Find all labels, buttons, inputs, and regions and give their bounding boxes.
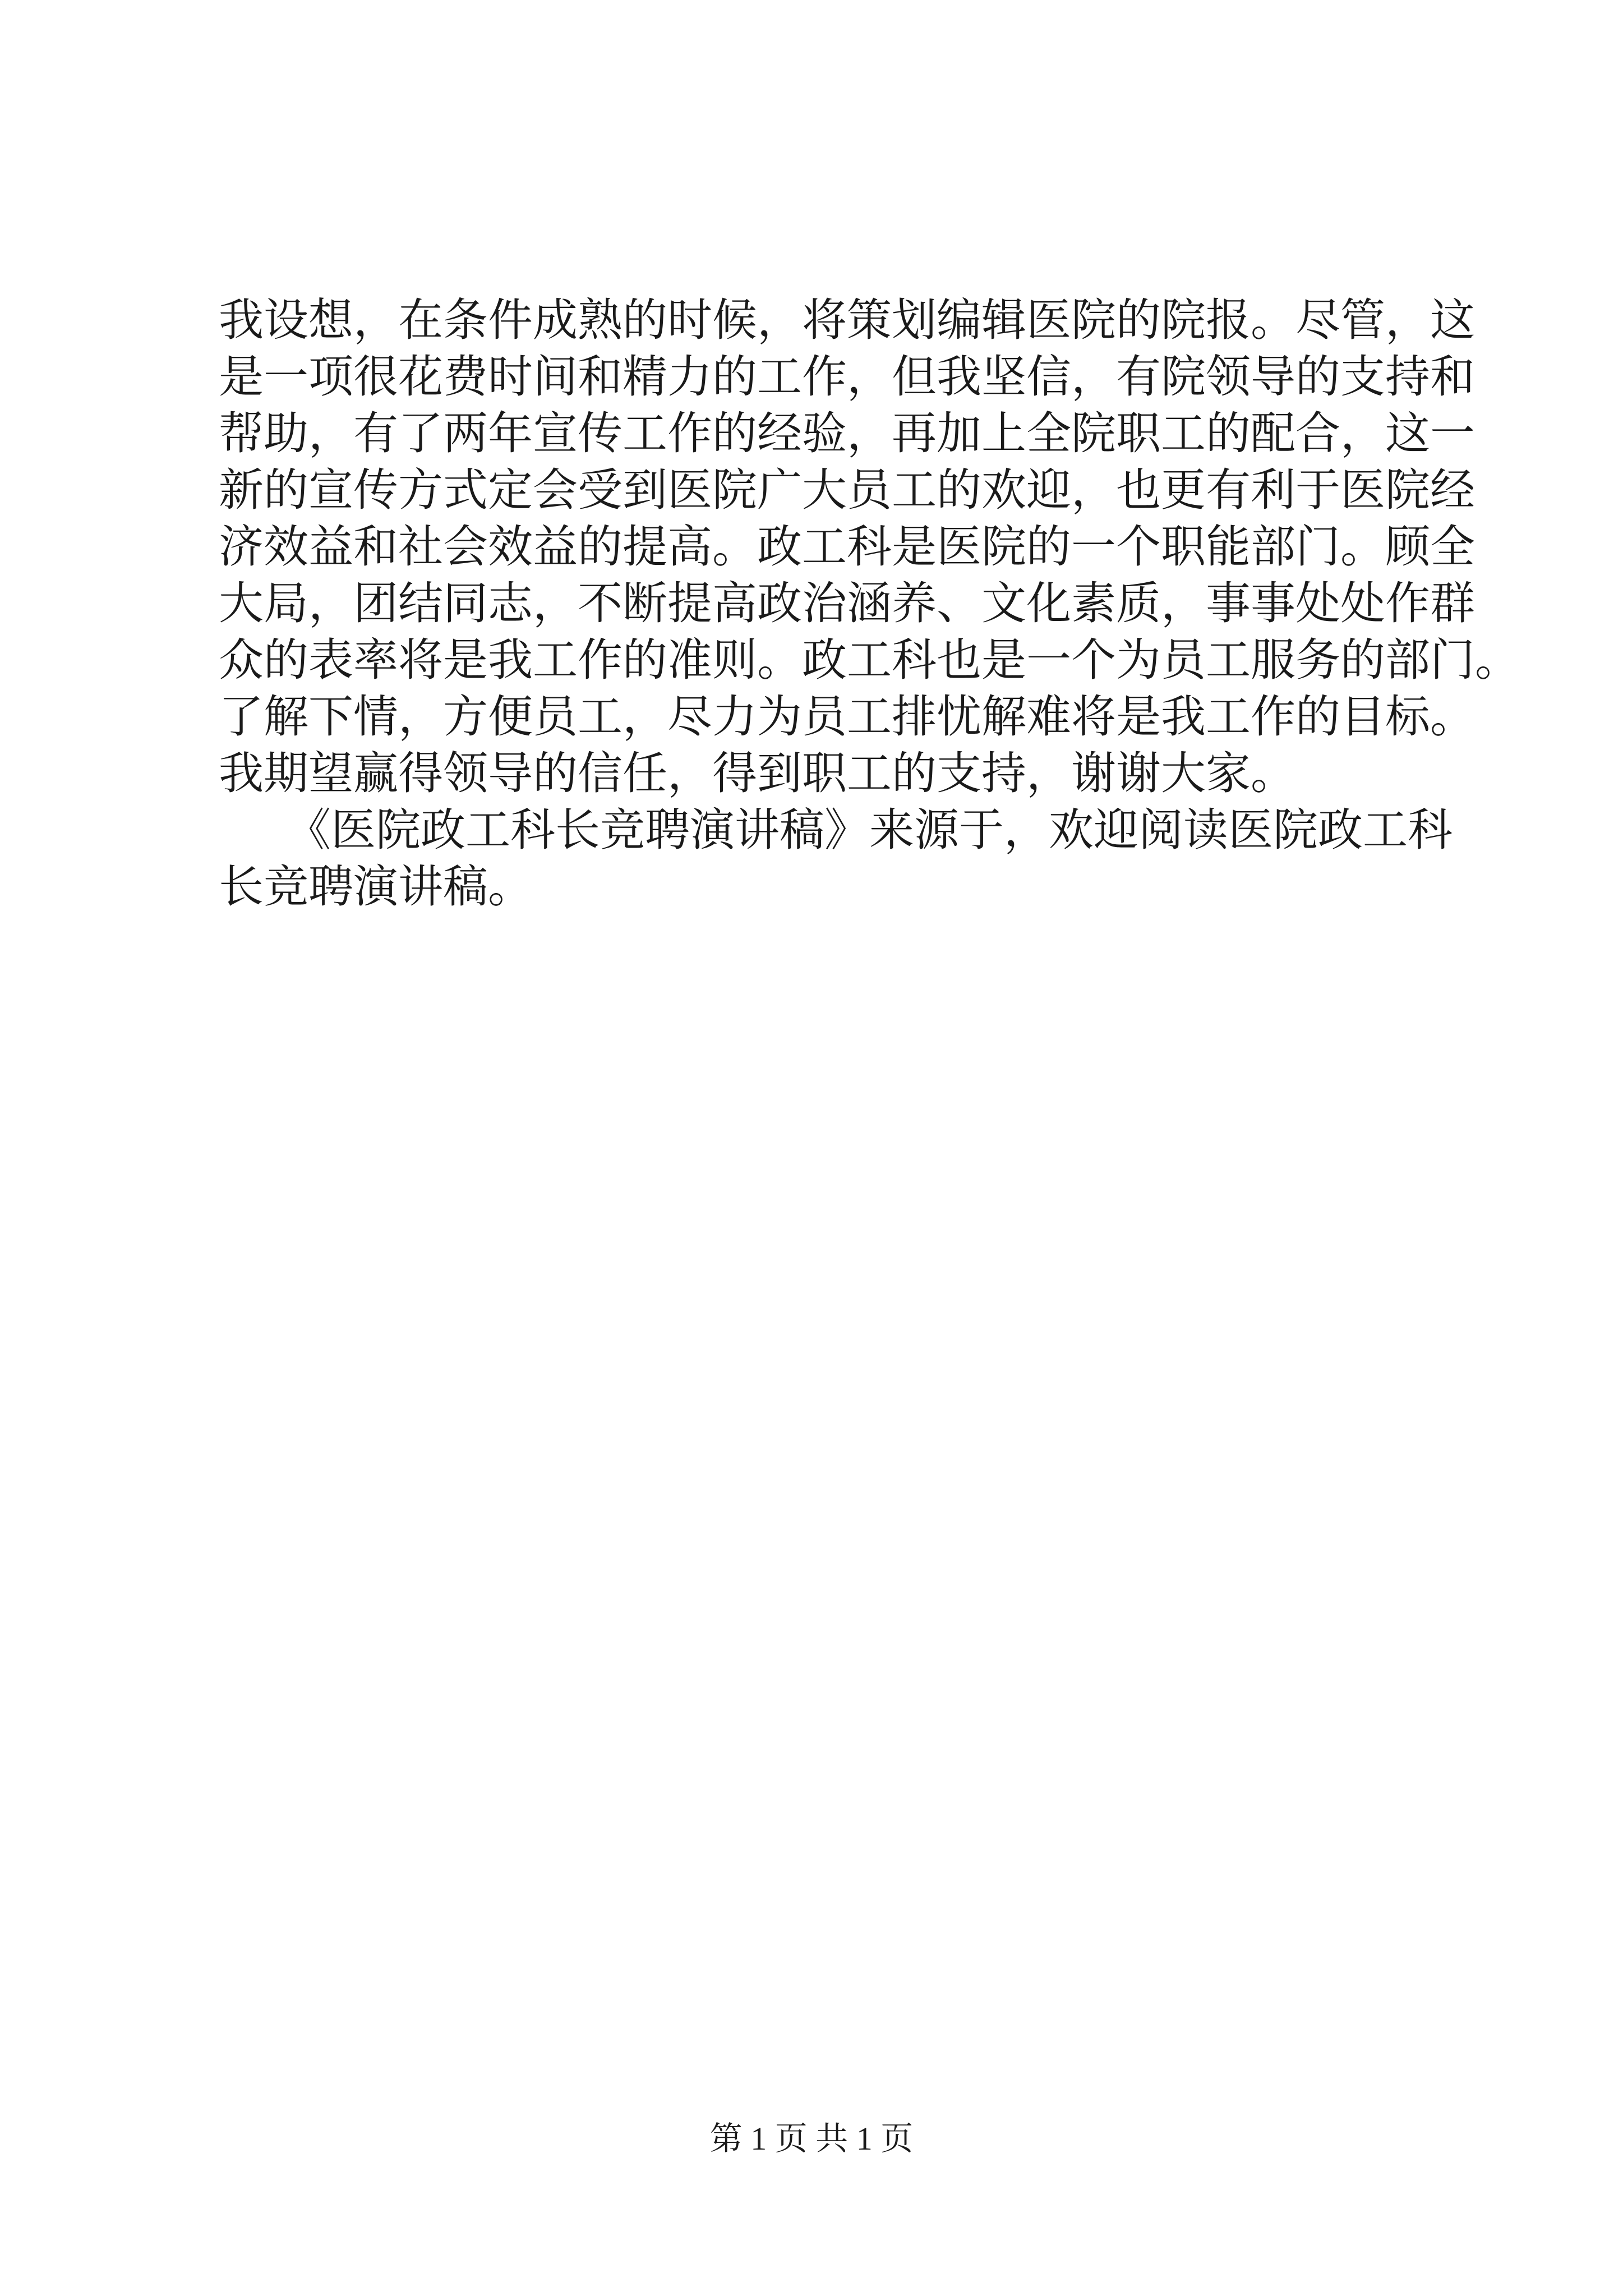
text-line: 大局，团结同志，不断提高政治涵养、文化素质，事事处处作群 xyxy=(219,577,1475,629)
body-text xyxy=(219,292,1520,915)
text-line: 是一项很花费时间和精力的工作，但我坚信，有院领导的支持和 xyxy=(219,351,1475,403)
text-line: 长竞聘演讲稿。 xyxy=(219,861,533,913)
text-line: 我设想，在条件成熟的时候，将策划编辑医院的院报。尽管，这 xyxy=(219,294,1475,346)
text-line: 新的宣传方式定会受到医院广大员工的欢迎，也更有利于医院经 xyxy=(219,464,1475,516)
text-line: 众的表率将是我工作的准则。政工科也是一个为员工服务的部门。 xyxy=(219,634,1520,686)
page-number-footer: 第 1 页 共 1 页 xyxy=(709,2120,914,2157)
text-line: 《医院政工科长竞聘演讲稿》来源于，欢迎阅读医院政工科 xyxy=(219,804,1453,856)
text-line: 济效益和社会效益的提高。政工科是医院的一个职能部门。顾全 xyxy=(219,521,1475,573)
text-line: 帮助，有了两年宣传工作的经验，再加上全院职工的配合，这一 xyxy=(219,407,1475,459)
text-line: 了解下情，方便员工，尽力为员工排忧解难将是我工作的目标。 xyxy=(219,691,1475,743)
text-line: 我期望赢得领导的信任，得到职工的支持，谢谢大家。 xyxy=(219,747,1295,799)
